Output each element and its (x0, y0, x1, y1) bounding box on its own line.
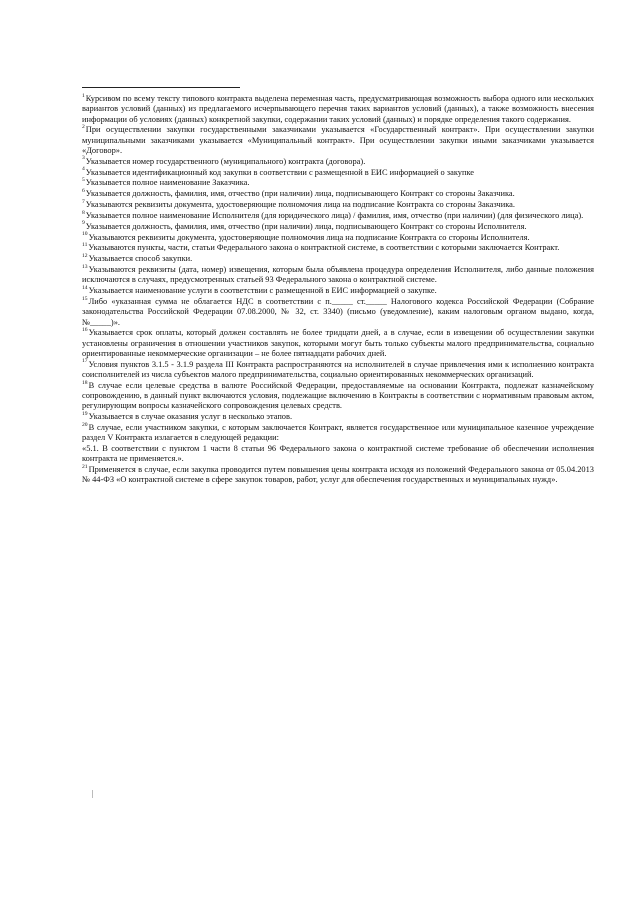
footnote-number: 3 (82, 155, 85, 162)
footnote-text: Указывается в случае оказания услуг в несколько этапов. (88, 412, 293, 422)
footnote (82, 200, 594, 210)
footnote-number: 2 (82, 124, 85, 131)
footnote-number: 5 (82, 177, 85, 184)
footnote-text: Применяется в случае, если закупка проводится путем повышения цены контракта исходя из положений Федерального закона от 05.04.2013 № 44-ФЗ «О контрактной системе в сфере закупок товаров, работ, услуг для обеспечения государственных и муниципальных нужд». (82, 465, 594, 485)
footnote-number: 10 (82, 231, 88, 238)
footnote-text: Курсивом по всему тексту типового контракта выделена переменная часть, предусматривающая возможность выбора одного или нескольких вариантов условий (данных) из предлагаемого исчерпывающего перечня таких вариантов условий (данных), а также возможность внесения информации об условиях (данных) конкретной закупки, содержании таких условий (данных) и порядке определения такого содержания. (82, 94, 594, 124)
footnote (82, 211, 594, 221)
footnote-number: 1 (82, 92, 85, 99)
footnote-number: 4 (82, 166, 85, 173)
footnote (82, 125, 594, 156)
footnote (82, 465, 594, 486)
footnote-number: 19 (82, 410, 88, 417)
scan-artifact (92, 790, 93, 798)
footnote (82, 168, 594, 178)
footnote-text: Указывается полное наименование Исполнителя (для юридического лица) / фамилия, имя, отчество (при наличии) (для физического лица). (85, 210, 584, 220)
footnote-text: Указывается наименование услуги в соответствии с размещенной в ЕИС информацией о закупке. (88, 286, 437, 296)
footnote (82, 94, 594, 125)
footnote (82, 222, 594, 232)
footnote-text: Указывается способ закупки. (88, 254, 193, 264)
footnote-number: 21 (82, 463, 88, 470)
footnote (82, 297, 594, 328)
footnote-number: 14 (82, 284, 88, 291)
footnote-number: 7 (82, 198, 85, 205)
footnote (82, 423, 594, 444)
footnote-number: 6 (82, 187, 85, 194)
footnote (82, 360, 594, 381)
footnote-number: 17 (82, 358, 88, 365)
footnote-text: «5.1. В соответствии с пунктом 1 части 8 статьи 96 Федерального закона о контрактной системе требование об обеспечении исполнения контракта не применяется.». (82, 444, 594, 464)
footnote (82, 444, 594, 465)
footnote-text: Указывается полное наименование Заказчика. (85, 178, 250, 188)
footnote-text: Указывается срок оплаты, который должен составлять не более тридцати дней, а в случае, если в извещении об осуществлении закупки установлены ограничения в отношении участников закупок, которыми могут быть только субъекты малого предпринимательства, социально ориентированные некоммерческие организации – не более пятнадцати рабочих дней. (82, 328, 594, 358)
footnote-number: 8 (82, 209, 85, 216)
footnote (82, 233, 594, 243)
footnote-number: 13 (82, 263, 88, 270)
footnote (82, 157, 594, 167)
footnote (82, 254, 594, 264)
footnote-text: При осуществлении закупки государственными заказчиками указывается «Государственный контракт». При осуществлении закупки муниципальными заказчиками указывается «Муниципальный контракт». При осуществлении закупки иными заказчиками указывается «Договор». (82, 125, 594, 155)
footnote-text: Указывается должность, фамилия, имя, отчество (при наличии) лица, подписывающего Контракт со стороны Исполнителя. (85, 221, 527, 231)
footnote-text: Указывается должность, фамилия, имя, отчество (при наличии) лица, подписывающего Контракт со стороны Заказчика. (85, 189, 515, 199)
footnote-number: 11 (82, 242, 88, 249)
footnote (82, 328, 594, 359)
footnote (82, 243, 594, 253)
footnote-text: Указываются пункты, части, статьи Федерального закона о контрактной системе, в соответствии с которыми заключается Контракт. (88, 243, 560, 253)
footnote-text: Указывается идентификационный код закупки в соответствии с размещенной в ЕИС информацией о закупке (85, 167, 475, 177)
footnote (82, 381, 594, 412)
footnote (82, 265, 594, 286)
footnote-text: Указываются реквизиты (дата, номер) извещения, которым была объявлена процедура определения Исполнителя, либо данные положения исключаются в случаях, предусмотренных статьей 93 Федерального закона о контрактной системе. (82, 265, 594, 285)
footnote-text: Условия пунктов 3.1.5 - 3.1.9 раздела III Контракта распространяются на исполнителей в случае привлечения ими к исполнению контракта соисполнителей из числа субъектов малого предпринимательства, социально ориентированных некоммерческих организаций. (82, 359, 594, 379)
footnote-number: 18 (82, 379, 88, 386)
footnote (82, 189, 594, 199)
footnote (82, 286, 594, 296)
footnotes-block (82, 94, 594, 486)
footnote-text: Либо «указанная сумма не облагается НДС в соответствии с п._____ ст._____ Налогового кодекса Российской Федерации (Собрание законодательства Российской Федерации 07.08.2000, № 32, ст. 3340) (письмо (уведомление), каким налоговым органом выдано, когда, №_____)». (82, 297, 594, 327)
footnote-number: 9 (82, 220, 85, 227)
footnote-text: Указываются реквизиты документа, удостоверяющие полномочия лица на подписание Контракта со стороны Исполнителя. (88, 232, 530, 242)
footnote-number: 15 (82, 295, 88, 302)
footnote-text: В случае, если участником закупки, с которым заключается Контракт, является государственное или муниципальное казенное учреждение раздел V Контракта излагается в следующей редакции: (82, 423, 594, 443)
footnote-text: В случае если целевые средства в валюте Российской Федерации, предоставляемые на основании Контракта, подлежат казначейскому сопровождению, в данный пункт включаются условия, подлежащие включению в Контракты в соответствии с нормативным правовым актом, регулирующим вопросы казначейского сопровождения целевых средств. (82, 380, 594, 411)
footnote (82, 412, 594, 422)
footnote-number: 16 (82, 327, 88, 334)
footnote-text: Указывается номер государственного (муниципального) контракта (договора). (85, 156, 366, 166)
footnote-text: Указываются реквизиты документа, удостоверяющие полномочия лица на подписание Контракта со стороны Заказчика. (85, 200, 515, 210)
footnote-separator (82, 87, 240, 88)
footnote (82, 178, 594, 188)
footnote-number: 12 (82, 252, 88, 259)
footnote-number: 20 (82, 421, 88, 428)
